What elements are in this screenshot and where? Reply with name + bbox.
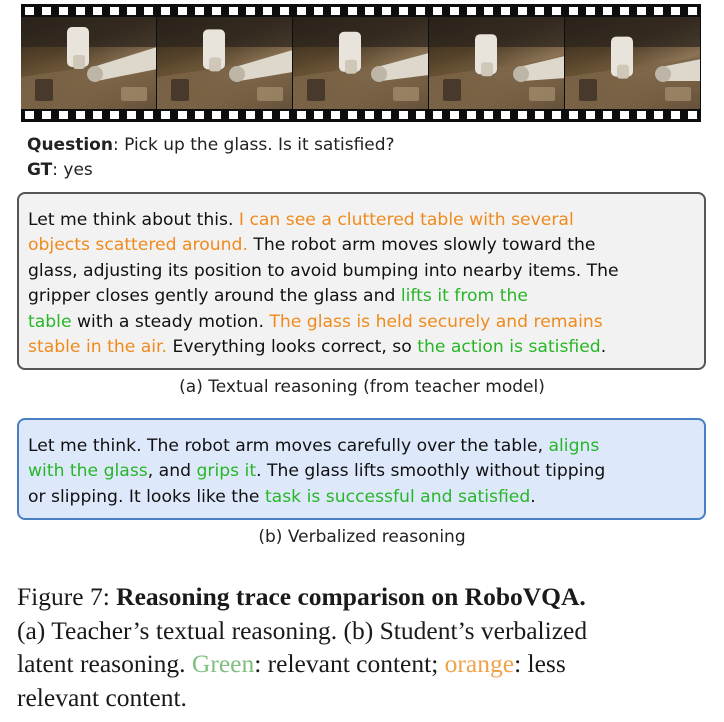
relevant-text: lifts it from the <box>400 286 528 307</box>
verbalized-reasoning-caption: (b) Verbalized reasoning <box>258 527 466 547</box>
relevant-text: aligns <box>548 436 600 456</box>
text-run: . The glass lifts smoothly without tipping <box>256 461 606 482</box>
video-frames <box>21 17 701 109</box>
figure-caption <box>17 580 717 714</box>
less-relevant-text: The glass is held securely and remains <box>269 311 603 332</box>
film-strip <box>21 4 701 122</box>
scene-shape <box>257 87 283 101</box>
question-label: Question <box>27 135 113 155</box>
robot-arm-scene <box>157 17 293 109</box>
scene-shape <box>121 87 147 101</box>
text-run: : relevant content; <box>254 649 445 678</box>
scene-shape <box>617 65 629 79</box>
reasoning-line <box>28 284 696 309</box>
reasoning-line <box>28 233 696 258</box>
text-run: latent reasoning. <box>17 649 192 678</box>
text-run: (a) Teacher’s textual reasoning. (b) Student’s verbalized <box>17 615 588 645</box>
relevant-text: task is successful and satisfied <box>264 486 531 507</box>
robot-arm-frame-5 <box>565 17 701 109</box>
gt-label: GT <box>27 160 53 180</box>
text-run: Everything looks correct, so <box>167 337 418 358</box>
scene-shape <box>655 66 671 82</box>
robot-arm-scene <box>293 17 429 109</box>
scene-shape <box>209 57 221 71</box>
film-perforations-top <box>21 6 701 16</box>
reasoning-line <box>28 259 696 284</box>
robot-arm-frame-4 <box>429 17 565 109</box>
textual-reasoning-caption: (a) Textual reasoning (from teacher model) <box>179 377 545 397</box>
relevant-text: the action is satisfied <box>417 337 601 358</box>
text-run: gripper closes gently around the glass and <box>28 286 401 307</box>
robot-arm-frame-2 <box>157 17 293 109</box>
gt-text: : yes <box>52 160 93 180</box>
less-relevant-text: objects scattered around. <box>28 235 248 256</box>
question-line <box>27 134 395 156</box>
reasoning-line <box>17 681 717 715</box>
text-run: The robot arm moves slowly toward the <box>247 235 596 256</box>
reasoning-line <box>28 335 696 360</box>
scene-shape <box>73 55 85 69</box>
reasoning-line <box>28 459 696 484</box>
verbalized-reasoning-box <box>17 418 706 520</box>
scene-shape <box>393 87 419 101</box>
scene-shape <box>665 87 691 101</box>
reasoning-line <box>28 208 696 233</box>
robot-arm-scene <box>565 17 701 109</box>
reasoning-line <box>28 434 696 459</box>
robot-arm-scene <box>21 17 157 109</box>
question-text: : Pick up the glass. Is it satisfied? <box>112 135 395 155</box>
text-run: with a steady motion. <box>71 311 270 332</box>
reasoning-line <box>17 580 717 614</box>
scene-shape <box>171 79 189 101</box>
text-run: Figure 7: <box>17 582 117 611</box>
text-run: . <box>600 337 607 358</box>
scene-shape <box>529 87 555 101</box>
robot-arm-frame-3 <box>293 17 429 109</box>
relevant-text: table <box>28 311 72 332</box>
less-relevant-text: stable in the air. <box>28 337 168 358</box>
relevant-text: Green <box>191 649 255 678</box>
reasoning-line <box>28 485 696 510</box>
text-run: relevant content. <box>17 682 187 712</box>
relevant-text: grips it <box>196 461 257 482</box>
gt-line <box>27 159 93 181</box>
text-run: , and <box>147 461 197 482</box>
film-perforations-bottom <box>21 110 701 120</box>
bold-text: Reasoning trace comparison on RoboVQA. <box>116 582 586 611</box>
reasoning-line <box>17 614 717 648</box>
scene-shape <box>35 79 53 101</box>
scene-shape <box>513 66 529 82</box>
text-run: glass, adjusting its position to avoid bumping into nearby items. The <box>28 260 619 281</box>
reasoning-line <box>17 647 717 681</box>
less-relevant-text: orange <box>444 649 515 678</box>
text-run: . <box>530 486 536 507</box>
scene-shape <box>443 79 461 101</box>
relevant-text: with the glass <box>28 461 148 482</box>
scene-shape <box>87 66 103 82</box>
scene-shape <box>229 66 245 82</box>
robot-arm-frame-1 <box>21 17 157 109</box>
scene-shape <box>371 66 387 82</box>
scene-shape <box>345 60 357 74</box>
scene-shape <box>579 79 597 101</box>
text-run: Let me think about this. <box>28 210 239 230</box>
text-run: : less <box>514 649 566 678</box>
scene-shape <box>481 62 493 76</box>
text-run: or slipping. It looks like the <box>28 486 265 507</box>
robot-arm-scene <box>429 17 565 109</box>
text-run: Let me think. The robot arm moves carefully over the table, <box>28 436 549 456</box>
less-relevant-text: I can see a cluttered table with several <box>238 210 574 230</box>
scene-shape <box>307 79 325 101</box>
textual-reasoning-box <box>17 192 706 370</box>
reasoning-line <box>28 310 696 335</box>
